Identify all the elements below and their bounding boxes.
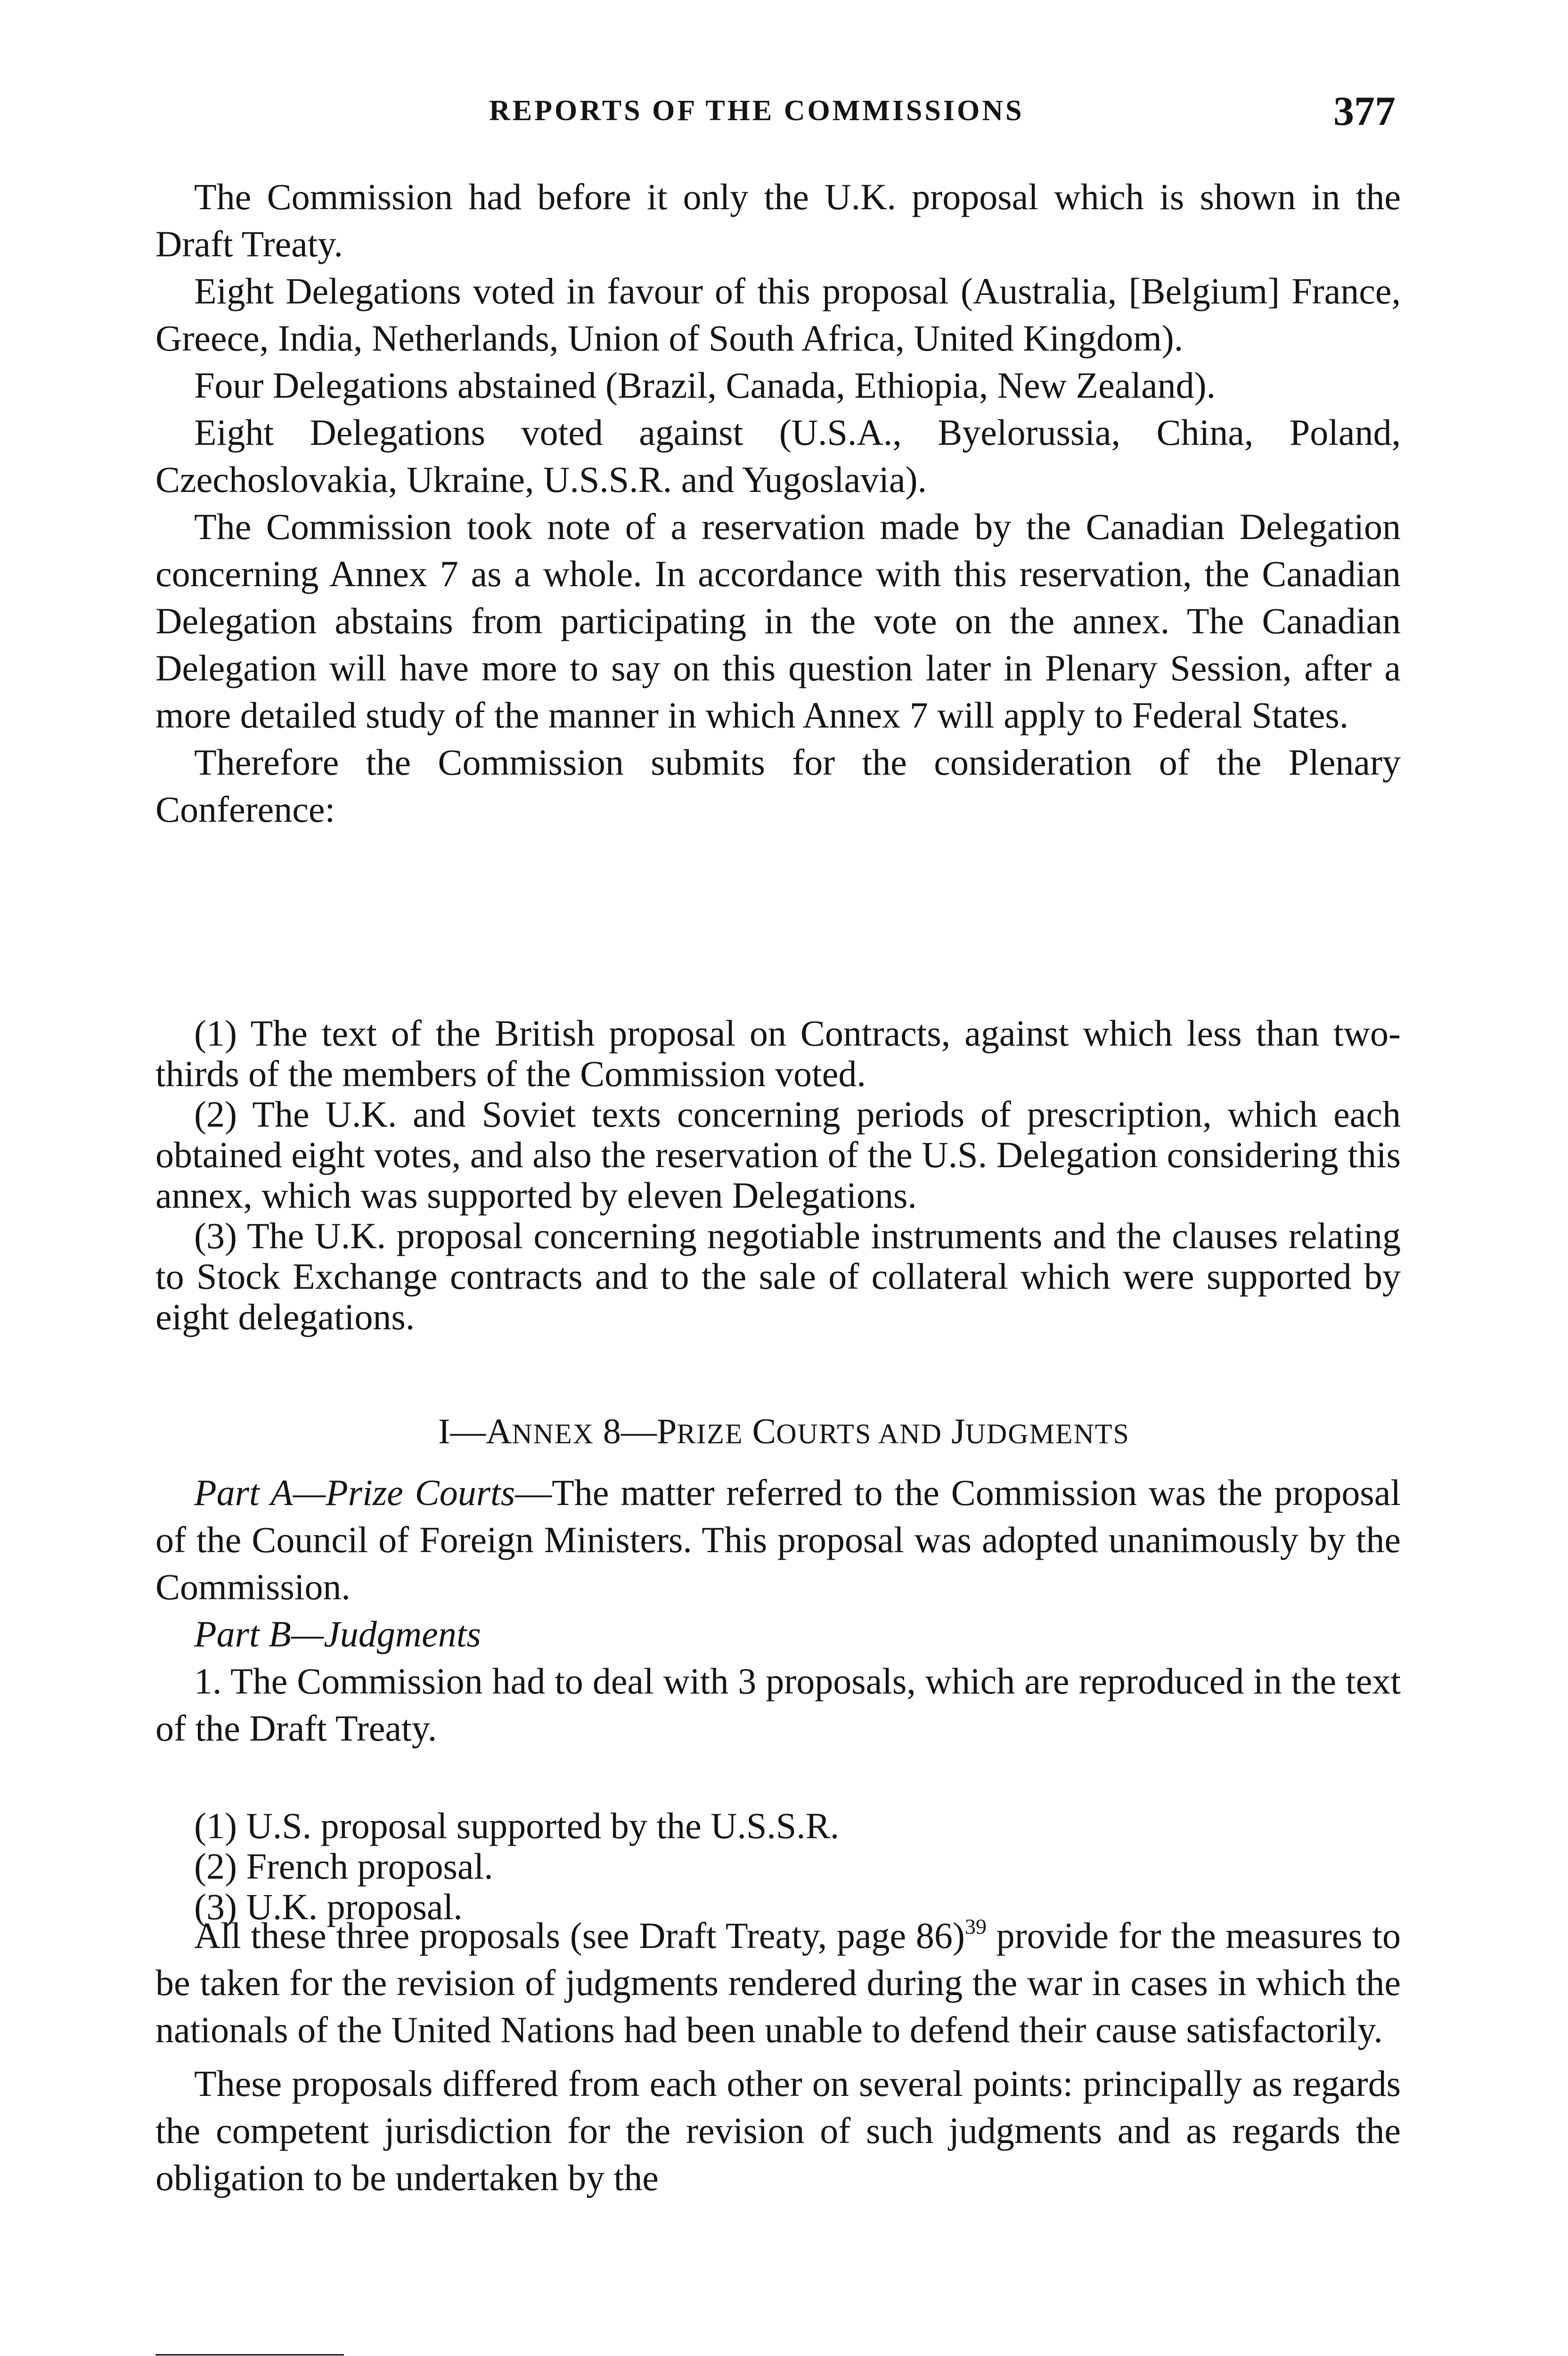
paragraph: The Commission had before it only the U.K. proposal which is shown in the Draft Treaty. — [155, 176, 1401, 264]
paragraph: Eight Delegations voted against (U.S.A., Byelorussia, China, Poland, Czechoslovakia, Ukraine, U.S.S.R. and Yugoslavia). — [155, 412, 1401, 500]
paragraph: The Commission took note of a reservation made by the Canadian Delegation concerning Annex 7 as a whole. In accordance with this reservation, the Canadian Delegation abstains from participating in the vote on the annex. The Canadian Delegation will have more to say on this question later in Plenary Session, after a more detailed study of the manner in which Annex 7 will apply to Federal States. — [155, 506, 1401, 736]
list-item: (1) The text of the British proposal on Contracts, against which less than two-thirds of the members of the Commission voted. — [155, 1013, 1401, 1094]
list-item: (3) U.K. proposal. — [194, 1886, 463, 1927]
paragraph: Therefore the Commission submits for the consideration of the Plenary Conference: — [155, 742, 1401, 830]
list-item: (2) French proposal. — [194, 1846, 493, 1887]
paragraph: All these three proposals (see Draft Treaty, page 86)$^{39}$ provide for the measures to be taken for the revision of judgments rendered during the war in cases in which the nationals of the United Nations had been unable to defend their cause satisfactorily. — [155, 1914, 1401, 2050]
proposal-list — [155, 1806, 1401, 1927]
footnote-divider — [155, 2354, 344, 2356]
paragraph-part-a: Part A—Prize Courts—The matter referred to the Commission was the proposal of the Council of Foreign Ministers. This proposal was adopted unanimously by the Commission. — [155, 1472, 1401, 1607]
body-block-votes — [155, 173, 1401, 833]
body-block-judgments — [155, 1912, 1401, 2201]
running-title: REPORTS OF THE COMMISSIONS — [489, 95, 1024, 127]
paragraph: These proposals differed from each other on several points: principally as regards the competent jurisdiction for the revision of such judgments and as regards the obligation to be undertaken by the — [155, 2063, 1401, 2198]
list-item: (3) The U.K. proposal concerning negotiable instruments and the clauses relating to Stock Exchange contracts and to the sale of collateral which were supported by eight delegations. — [155, 1215, 1401, 1337]
list-item: (1) U.S. proposal supported by the U.S.S.R. — [194, 1805, 840, 1846]
paragraph: Four Delegations abstained (Brazil, Canada, Ethiopia, New Zealand). — [194, 365, 1216, 406]
body-block-prize-courts — [155, 1469, 1401, 1752]
page-number: 377 — [1333, 89, 1396, 134]
paragraph: Eight Delegations voted in favour of this proposal (Australia, [Belgium] France, Greece, India, Netherlands, Union of South Africa, United Kingdom). — [155, 270, 1401, 359]
footnote-ref: 39 — [964, 1914, 987, 1939]
paragraph: 1. The Commission had to deal with 3 proposals, which are reproduced in the text of the Draft Treaty. — [155, 1661, 1401, 1749]
submission-list — [155, 1013, 1401, 1337]
part-b-label: Part B—Judgments — [194, 1613, 481, 1654]
part-a-label: Part A—Prize Courts — [194, 1472, 515, 1513]
list-item: (2) The U.K. and Soviet texts concerning periods of prescription, which each obtained eight votes, and also the reservation of the U.S. Delegation considering this annex, which was supported by eleven Delegations. — [155, 1094, 1401, 1216]
section-heading: I—ANNEX 8—PRIZE COURTS AND JUDGMENTS — [438, 1412, 1130, 1451]
paragraph-part-b — [155, 1611, 1401, 1658]
